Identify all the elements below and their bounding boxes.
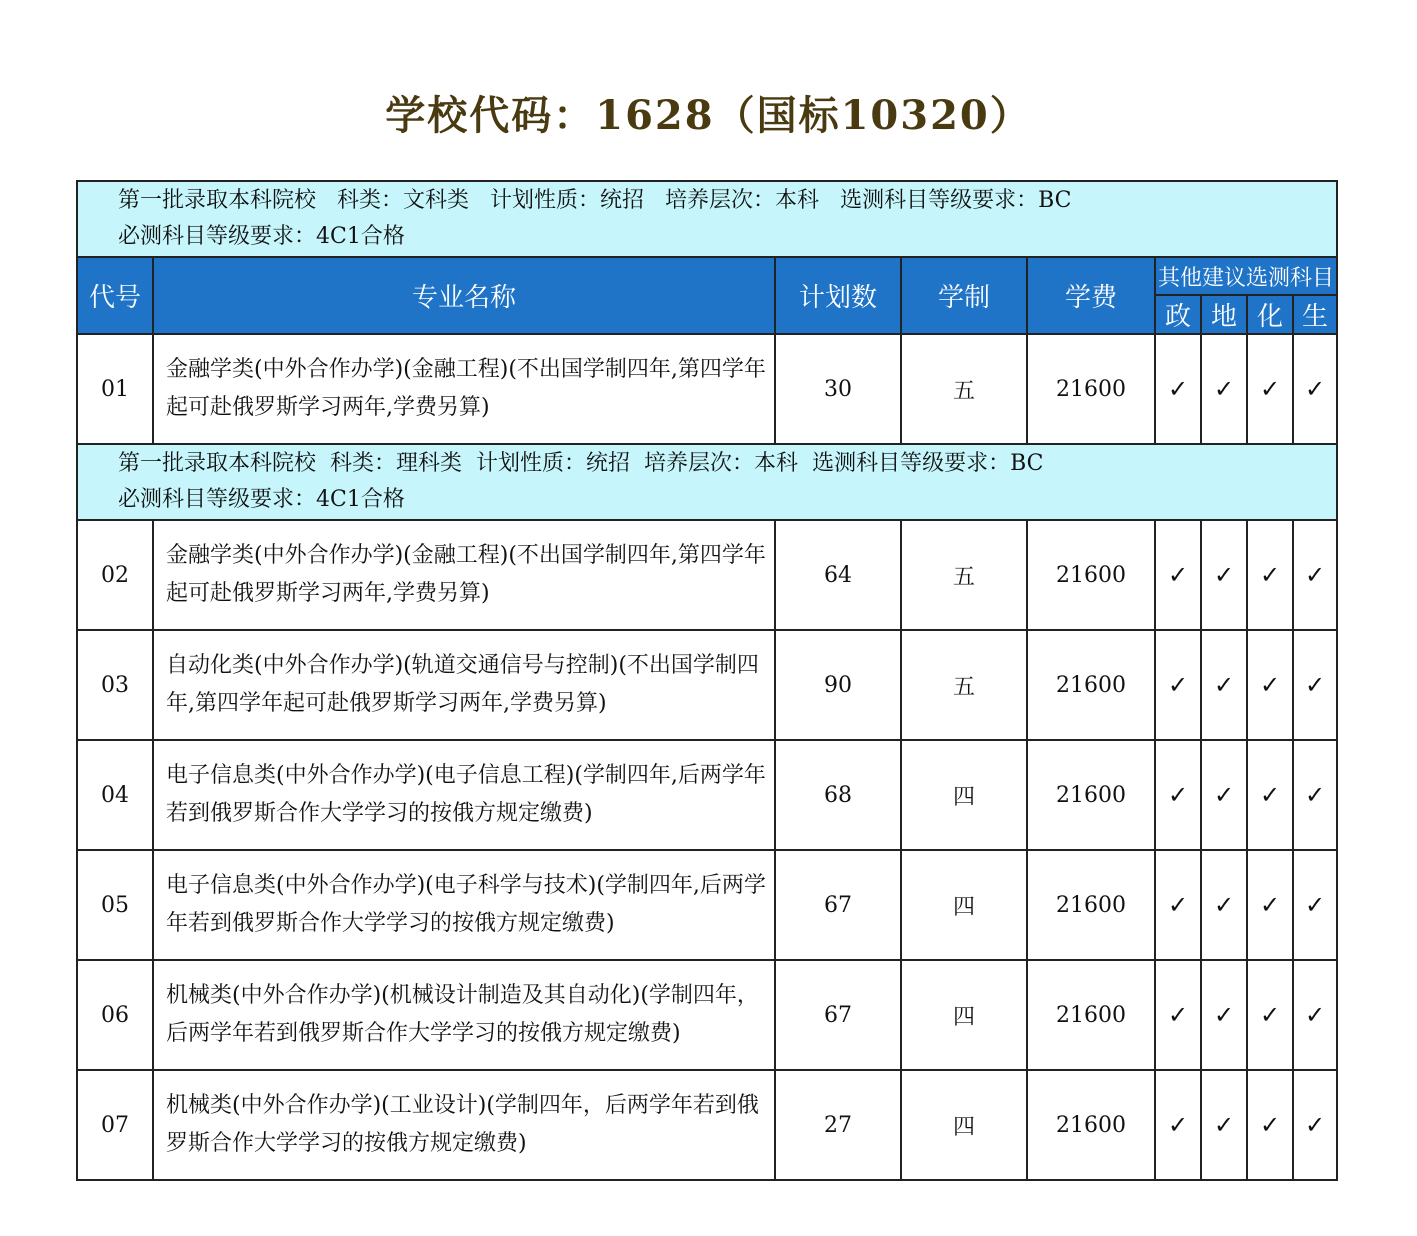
row-plan: 67 [775, 960, 901, 1070]
row-fee: 21600 [1027, 850, 1155, 960]
table-row [77, 630, 1337, 740]
check-icon: ✓ [1247, 1070, 1293, 1180]
row-years: 四 [901, 850, 1027, 960]
page-title: 学校代码：1628（国标10320） [385, 92, 1032, 139]
row-years: 四 [901, 1070, 1027, 1180]
check-icon: ✓ [1247, 960, 1293, 1070]
batch-label: 第一批录取本科院校 [118, 188, 317, 213]
row-major-name: 机械类(中外合作办学)(工业设计)(学制四年，后两学年若到俄罗斯合作大学学习的按俄方规定缴费) [153, 1070, 775, 1180]
elective-label: 选测科目等级要求：BC [812, 451, 1044, 476]
check-icon: ✓ [1201, 520, 1247, 630]
check-icon: ✓ [1293, 520, 1337, 630]
row-major-name: 自动化类(中外合作办学)(轨道交通信号与控制)(不出国学制四年,第四学年起可赴俄罗斯学习两年,学费另算) [153, 630, 775, 740]
check-icon: ✓ [1201, 1070, 1247, 1180]
check-icon: ✓ [1247, 630, 1293, 740]
nature-label: 计划性质：统招 [476, 451, 631, 476]
elective-label: 选测科目等级要求：BC [840, 188, 1072, 213]
category-label: 科类：文科类 [337, 188, 470, 213]
category-label: 科类：理科类 [330, 451, 463, 476]
nature-label: 计划性质：统招 [490, 188, 645, 213]
row-plan: 64 [775, 520, 901, 630]
row-fee: 21600 [1027, 1070, 1155, 1180]
check-icon: ✓ [1155, 630, 1201, 740]
row-major-name: 金融学类(中外合作办学)(金融工程)(不出国学制四年,第四学年起可赴俄罗斯学习两年,学费另算) [153, 520, 775, 630]
check-icon: ✓ [1247, 740, 1293, 850]
row-years: 五 [901, 630, 1027, 740]
row-code: 02 [77, 520, 153, 630]
check-icon: ✓ [1247, 334, 1293, 444]
check-icon: ✓ [1155, 520, 1201, 630]
col-other-subjects: 其他建议选测科目 [1155, 257, 1337, 295]
check-icon: ✓ [1155, 850, 1201, 960]
row-major-name: 金融学类(中外合作办学)(金融工程)(不出国学制四年,第四学年起可赴俄罗斯学习两年,学费另算) [153, 334, 775, 444]
row-years: 五 [901, 520, 1027, 630]
row-plan: 27 [775, 1070, 901, 1180]
row-code: 06 [77, 960, 153, 1070]
row-code: 03 [77, 630, 153, 740]
section-header [77, 181, 1337, 257]
row-major-name: 电子信息类(中外合作办学)(电子信息工程)(学制四年,后两学年若到俄罗斯合作大学学习的按俄方规定缴费) [153, 740, 775, 850]
row-code: 07 [77, 1070, 153, 1180]
check-icon: ✓ [1155, 1070, 1201, 1180]
check-icon: ✓ [1155, 334, 1201, 444]
check-icon: ✓ [1201, 740, 1247, 850]
col-subject: 生 [1293, 295, 1337, 334]
row-years: 四 [901, 740, 1027, 850]
row-plan: 90 [775, 630, 901, 740]
col-subject: 地 [1201, 295, 1247, 334]
check-icon: ✓ [1247, 850, 1293, 960]
table-row [77, 520, 1337, 630]
row-fee: 21600 [1027, 630, 1155, 740]
check-icon: ✓ [1201, 630, 1247, 740]
admission-plan-table [76, 180, 1338, 1181]
col-fee: 学费 [1027, 257, 1155, 334]
check-icon: ✓ [1293, 740, 1337, 850]
check-icon: ✓ [1155, 740, 1201, 850]
check-icon: ✓ [1201, 960, 1247, 1070]
batch-label: 第一批录取本科院校 [118, 451, 317, 476]
required-label: 必测科目等级要求：4C1合格 [118, 487, 405, 512]
level-label: 培养层次：本科 [644, 451, 799, 476]
level-label: 培养层次：本科 [665, 188, 820, 213]
check-icon: ✓ [1293, 630, 1337, 740]
row-fee: 21600 [1027, 740, 1155, 850]
row-code: 05 [77, 850, 153, 960]
row-fee: 21600 [1027, 334, 1155, 444]
check-icon: ✓ [1201, 334, 1247, 444]
table-row [77, 850, 1337, 960]
check-icon: ✓ [1201, 850, 1247, 960]
row-plan: 67 [775, 850, 901, 960]
col-code: 代号 [77, 257, 153, 334]
col-subject: 政 [1155, 295, 1201, 334]
row-plan: 30 [775, 334, 901, 444]
table-row [77, 1070, 1337, 1180]
col-subject: 化 [1247, 295, 1293, 334]
table-row [77, 740, 1337, 850]
row-plan: 68 [775, 740, 901, 850]
row-major-name: 电子信息类(中外合作办学)(电子科学与技术)(学制四年,后两学年若到俄罗斯合作大学学习的按俄方规定缴费) [153, 850, 775, 960]
table-row [77, 960, 1337, 1070]
row-major-name: 机械类(中外合作办学)(机械设计制造及其自动化)(学制四年，后两学年若到俄罗斯合作大学学习的按俄方规定缴费) [153, 960, 775, 1070]
section-header [77, 444, 1337, 520]
check-icon: ✓ [1155, 960, 1201, 1070]
check-icon: ✓ [1293, 1070, 1337, 1180]
row-years: 四 [901, 960, 1027, 1070]
col-name: 专业名称 [153, 257, 775, 334]
table-row [77, 334, 1337, 444]
row-code: 01 [77, 334, 153, 444]
check-icon: ✓ [1293, 960, 1337, 1070]
required-label: 必测科目等级要求：4C1合格 [118, 224, 405, 249]
check-icon: ✓ [1293, 334, 1337, 444]
col-years: 学制 [901, 257, 1027, 334]
column-header-row [77, 257, 1337, 295]
check-icon: ✓ [1247, 520, 1293, 630]
row-fee: 21600 [1027, 960, 1155, 1070]
col-plan: 计划数 [775, 257, 901, 334]
row-code: 04 [77, 740, 153, 850]
row-years: 五 [901, 334, 1027, 444]
row-fee: 21600 [1027, 520, 1155, 630]
check-icon: ✓ [1293, 850, 1337, 960]
